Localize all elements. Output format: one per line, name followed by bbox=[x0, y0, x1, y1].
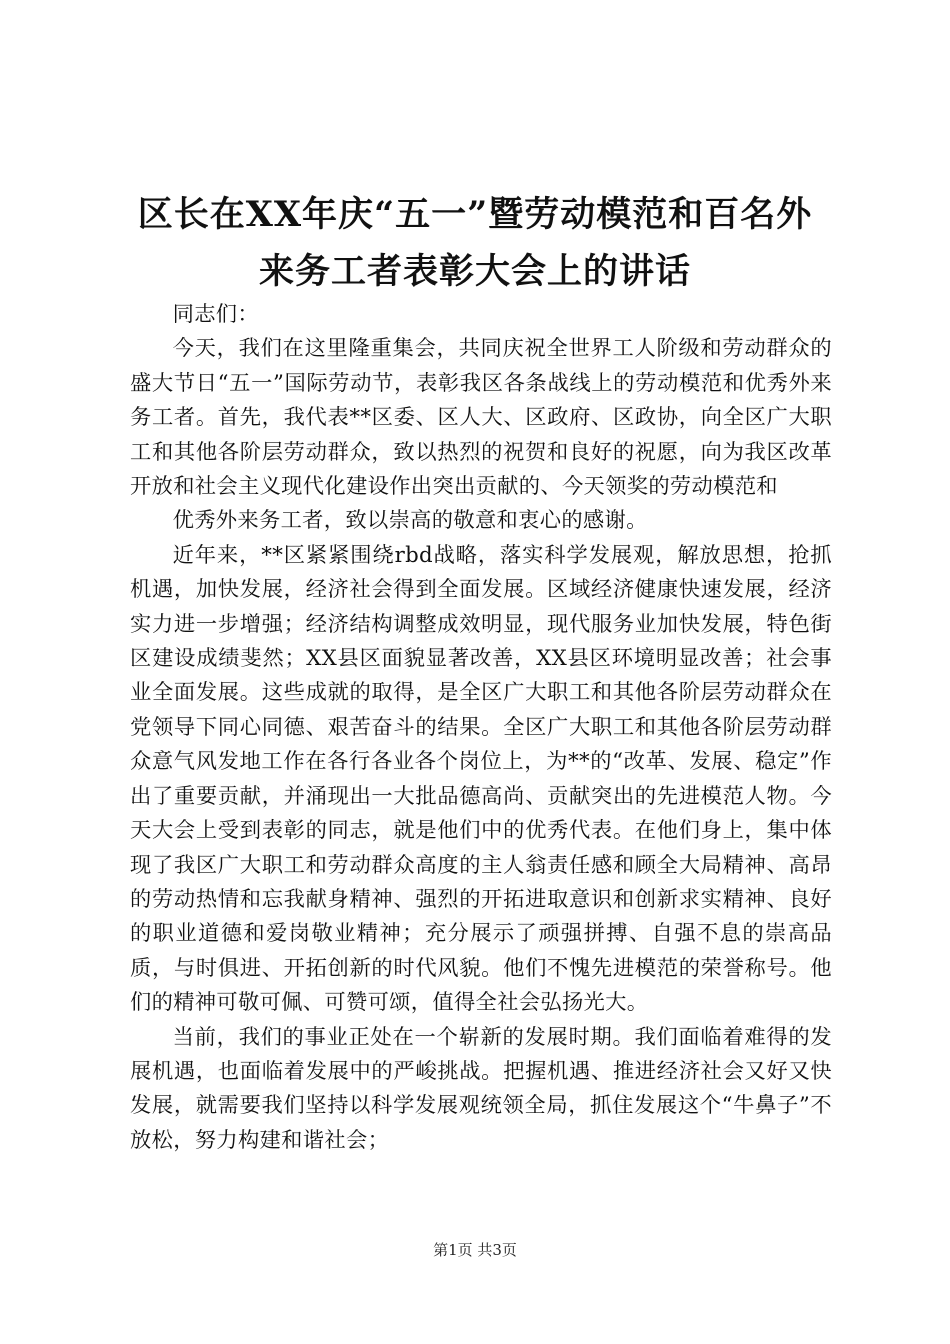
page-number-footer: 第1页 共3页 bbox=[433, 1241, 517, 1259]
body-paragraph: 近年来，**区紧紧围绕rbd战略，落实科学发展观，解放思想，抢抓机遇，加快发展，经济社会得到全面发展。区域经济健康快速发展，经济实力进一步增强；经济结构调整成效明显，现代服务业加快发展，特色街区建设成绩斐然；XX县区面貌显著改善，XX县区环境明显改善；社会事业全面发展。这些成就的取得，是全区广大职工和其他各阶层劳动群众在党领导下同心同德、艰苦奋斗的结果。全区广大职工和其他各阶层劳动群众意气风发地工作在各行各业各个岗位上，为**的“改革、发展、稳定”作出了重要贡献，并涌现出一大批品德高尚、贡献突出的先进模范人物。今天大会上受到表彰的同志，就是他们中的优秀代表。在他们身上，集中体现了我区广大职工和劳动群众高度的主人翁责任感和顾全大局精神、高昂的劳动热情和忘我献身精神、强烈的开拓进取意识和创新求实精神、良好的职业道德和爱岗敬业精神；充分展示了顽强拼搏、自强不息的崇高品质，与时俱进、开拓创新的时代风貌。他们不愧先进模范的荣誉称号。他们的精神可敬可佩、可赞可颂，值得全社会弘扬光大。 bbox=[130, 542, 832, 1016]
salutation-paragraph: 同志们： bbox=[172, 302, 259, 327]
document-body bbox=[130, 298, 832, 1158]
body-paragraph: 当前，我们的事业正处在一个崭新的发展时期。我们面临着难得的发展机遇，也面临着发展中的严峻挑战。把握机遇、推进经济社会又好又快发展，就需要我们坚持以科学发展观统领全局，抓住发展这个“牛鼻子”不放松，努力构建和谐社会； bbox=[130, 1024, 832, 1153]
body-paragraph: 今天，我们在这里隆重集会，共同庆祝全世界工人阶级和劳动群众的盛大节日“五一”国际劳动节，表彰我区各条战线上的劳动模范和优秀外来务工者。首先，我代表**区委、区人大、区政府、区政协，向全区广大职工和其他各阶层劳动群众，致以热烈的祝贺和良好的祝愿，向为我区改革开放和社会主义现代化建设作出突出贡献的、今天领奖的劳动模范和 bbox=[130, 336, 832, 500]
document-title bbox=[128, 186, 822, 300]
title-line-1: 区长在XX年庆“五一”暨劳动模范和百名外 bbox=[137, 194, 813, 235]
title-line-2: 来务工者表彰大会上的讲话 bbox=[258, 251, 691, 292]
body-paragraph: 优秀外来务工者，致以崇高的敬意和衷心的感谢。 bbox=[172, 508, 648, 534]
